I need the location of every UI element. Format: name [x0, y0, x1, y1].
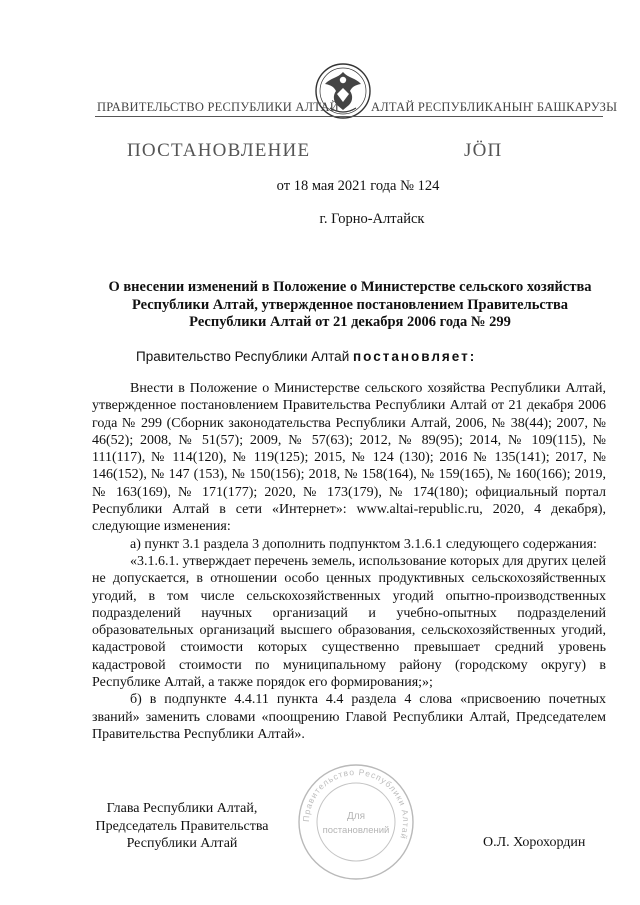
header-divider	[95, 116, 603, 117]
decree-verb: постановляет:	[352, 349, 477, 364]
document-date-number: от 18 мая 2021 года № 124	[276, 178, 440, 194]
signer-title-line: Глава Республики Алтай,	[106, 801, 258, 816]
title-line: Республики Алтай от 21 декабря 2006 года № 299	[189, 314, 511, 330]
signer-name: О.Л. Хорохордин	[483, 835, 586, 850]
body-paragraph: б) в подпункте 4.4.11 пункта 4.4 раздела 4 слова «присвоению почетных званий» заменить словами «поощрению Главой Республики Алтай, Председателем Правительства Республики Алтай».	[92, 692, 606, 742]
government-name-russian: ПРАВИТЕЛЬСТВО РЕСПУБЛИКИ АЛТАЙ	[97, 100, 339, 114]
body-paragraph: Внести в Положение о Министерстве сельского хозяйства Республики Алтай, утвержденное постановлением Правительства Республики Алтай от 21 декабря 2006 года № 299 (Сборник законодательства Республики Алтай, 2006, № 38(44); 2007, № 46(52); 2008, № 51(57); 2009, № 57(63); 2012, № 89(95); 2014, № 109(115), № 111(117), № 114(120), № 119(125); 2015, № 124 (130); 2016 № 135(141); 2017, № 146(152), № 147 (153), № 150(156); 2018, № 158(164), № 159(165), № 160(166); 2019, № 163(169), № 171(177); 2020, № 173(179), № 174(180); официальный портал Республики Алтай в сети «Интернет»: www.altai-republic.ru, 2020, 4 декабря), следующие изменения:	[92, 381, 606, 535]
doc-type-russian: ПОСТАНОВЛЕНИЕ	[127, 140, 311, 161]
document-title	[90, 279, 610, 332]
signer-title-line: Председатель Правительства	[95, 818, 269, 834]
document-body	[92, 380, 606, 743]
body-paragraph: а) пункт 3.1 раздела 3 дополнить подпунктом 3.1.6.1 следующего содержания:	[130, 536, 597, 552]
decree-lead: Правительство Республики Алтай	[136, 349, 353, 364]
stamp-ring-text: Правительство Республики Алтай	[300, 766, 412, 841]
title-line: О внесении изменений в Положение о Министерстве сельского хозяйства	[108, 279, 592, 295]
signer-title	[92, 800, 272, 853]
decree-statement	[136, 349, 476, 364]
doc-type-altai: JÖП	[464, 140, 503, 161]
stamp-center-text: постановлений	[322, 825, 390, 836]
body-paragraph: «3.1.6.1. утверждает перечень земель, использование которых для других целей не допускается, в отношении особо ценных продуктивных сельскохозяйственных угодий, в том числе сельскохозяйственных угодий опытно-производственных подразделений научных организаций и учебно-опытных подразделений образовательных организаций высшего образования, сельскохозяйственных угодий, кадастровой стоимости которых существенно превышает средний уровень кадастровой стоимости по муниципальному району (городскому округу) в Республике Алтай, а также порядок его формирования;»;	[92, 553, 606, 691]
government-name-altai: АЛТАЙ РЕСПУБЛИКАНЫҤ БАШКАРУЗЫ	[371, 100, 618, 114]
stamp-center-text: Для	[346, 811, 366, 822]
title-line: Республики Алтай, утвержденное постановлением Правительства	[131, 296, 569, 313]
official-stamp	[296, 762, 416, 882]
document-city: г. Горно-Алтайск	[319, 211, 425, 227]
signer-title-line: Республики Алтай	[126, 836, 238, 851]
